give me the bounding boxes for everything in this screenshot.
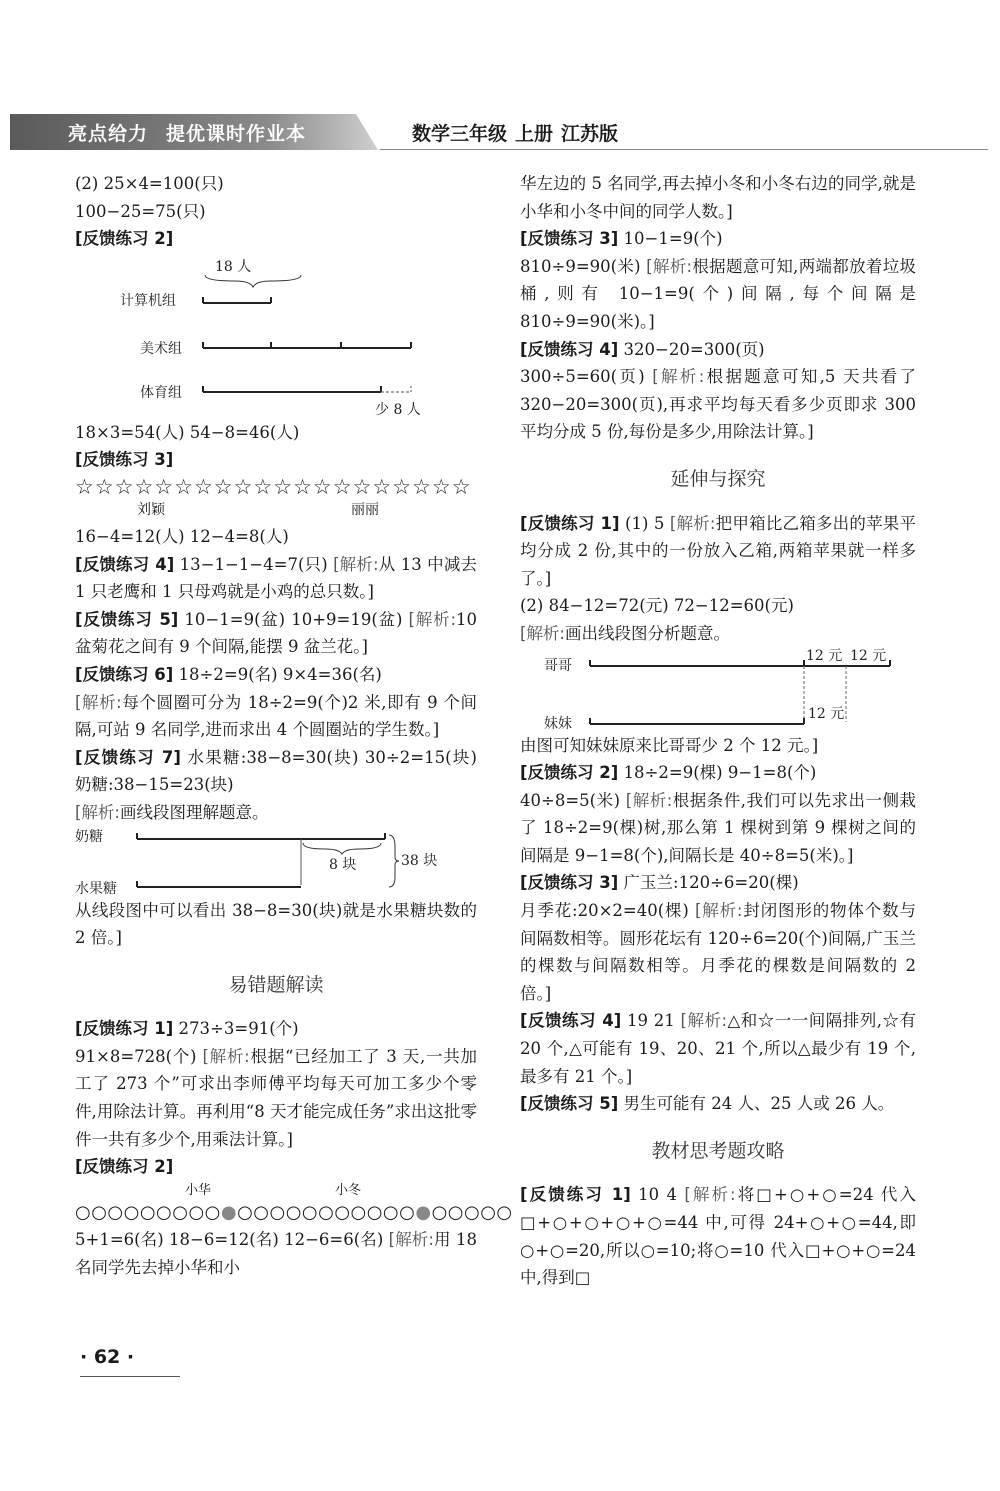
analysis-label: [解析: <box>408 609 456 629</box>
diagram-row-art: 美术组 <box>140 340 182 357</box>
analysis-text: 把甲箱比乙箱多出的苹果平均分成 2 份,其中的一份放入乙箱,两箱苹果就一样多了。] <box>520 513 917 588</box>
analysis-text: 10 盆菊花之间有 9 个间隔,能摆 9 盆兰花。] <box>75 609 477 657</box>
answer-line: 从线段图中可以看出 38−8=30(块)就是水果糖块数的 2 倍。] <box>75 900 477 948</box>
segment-diagram-groups <box>75 253 477 418</box>
analysis-label: [解析: <box>684 1185 736 1205</box>
analysis-label: [解析: <box>75 802 120 822</box>
diagram-label-12b: 12 元 <box>850 647 887 664</box>
answer-text: 273÷3=91(个) <box>173 1019 299 1039</box>
analysis-text: 从 13 中减去 1 只老鹰和 1 只母鸡就是小鸡的总只数。] <box>75 554 477 602</box>
answer-text: 男生可能有 24 人、25 人或 26 人。 <box>618 1094 895 1114</box>
answer-text: (1) 5 <box>619 513 670 533</box>
volume: 上册 <box>515 123 554 145</box>
analysis-label: [解析: <box>669 513 716 533</box>
analysis-label: [解析: <box>75 692 122 712</box>
analysis-text: 用 18 名同学先去掉小华和小 <box>75 1230 477 1278</box>
answer-text: 91×8=728(个) <box>75 1046 203 1066</box>
diagram-less-8: 少 8 人 <box>375 401 421 418</box>
diagram-row-brother: 哥哥 <box>544 657 572 674</box>
exercise-heading: [反馈练习 3] <box>520 229 619 249</box>
exercise-heading: [反馈练习 3] <box>75 450 174 470</box>
analysis-text: 画出线段图分析题意。 <box>565 623 730 643</box>
header-brand <box>68 119 306 146</box>
diagram-row-computer: 计算机组 <box>120 292 176 309</box>
answer-text: 5+1=6(名) 18−6=12(名) 12−6=6(名) <box>75 1230 389 1250</box>
answer-text: 19 21 <box>621 1011 681 1031</box>
exercise-7 <box>75 744 477 799</box>
diagram-row-fruit-candy: 水果糖 <box>75 880 117 897</box>
answer-text: 广玉兰:120÷6=20(棵) <box>618 873 799 893</box>
analysis-text: 根据题意可知,两端都放着垃圾桶,则有 10−1=9(个)间隔,每个间隔是 810÷9=90(米)。] <box>520 256 916 331</box>
analysis-text: 根据题意可知,5 天共看了 320−20=300(页),再求平均每天看多少页即求 300 平均分成 5 份,每份是多少,用除法计算。] <box>520 367 916 442</box>
page-number: · 62 · <box>80 1346 135 1368</box>
subject: 数学三年级 <box>412 123 508 145</box>
answer-text: 300÷5=60(页) <box>520 367 653 387</box>
header-rule <box>380 149 988 150</box>
answer-text: 40÷8=5(米) <box>520 790 626 810</box>
circle-row <box>75 1199 513 1227</box>
exercise-heading: [反馈练习 5] <box>520 1094 619 1114</box>
answer-text: 13−1−1−4=7(只) <box>174 554 334 574</box>
diagram-row-sister: 妹妹 <box>544 715 572 732</box>
answer-text: 810÷9=90(米) <box>520 256 647 276</box>
analysis-text: 根据条件,我们可以先求出一侧栽了 18÷2=9(棵)树,那么第 1 棵树到第 9 棵树之间的间隔是 9−1=8(个),间隔长是 40÷8=5(米)。] <box>520 790 916 865</box>
header-book-info <box>412 119 618 146</box>
answer-line: 华左边的 5 名同学,再去掉小冬和小冬右边的同学,就是小华和小冬中间的同学人数。] <box>520 174 916 221</box>
analysis-label: [解析: <box>520 623 565 643</box>
exercise-heading: [反馈练习 2] <box>75 1157 174 1177</box>
circles-group: ○○○○○○○○○ <box>75 1201 221 1223</box>
series-name: 提优课时作业本 <box>166 123 307 145</box>
analysis-text: △和☆一一间隔排列,☆有 20 个,△可能有 19、20、21 个,所以△最少有 19 个,最多有 21 个。] <box>520 1011 916 1086</box>
analysis-text: 画线段图理解题意。 <box>120 802 269 822</box>
marked-circle-xiaohua: ● <box>220 1201 238 1223</box>
exercise-heading: [反馈练习 5] <box>75 609 179 629</box>
answer-line: 由图可知妹妹原来比哥哥少 2 个 12 元。] <box>520 735 819 755</box>
mistake-exercise-1 <box>75 1015 477 1043</box>
exercise-heading: [反馈练习 3] <box>520 873 619 893</box>
right-column <box>520 170 916 1292</box>
exercise-heading: [反馈练习 6] <box>75 664 174 684</box>
exercise-heading: [反馈练习 7] <box>75 747 181 767</box>
page-header <box>10 106 978 152</box>
analysis-text: 封闭图形的物体个数与间隔数相等。圆形花坛有 120÷6=20(个)间隔,广玉兰的棵数与间隔数相等。月季花的棵数是间隔数的 2 倍。] <box>520 901 917 1003</box>
diagram-label-38: 38 块 <box>401 852 438 869</box>
brand-name: 亮点给力 <box>68 123 149 145</box>
answer-line: 18×3=54(人) 54−8=46(人) <box>75 422 300 442</box>
star-label-liuying: 刘颖 <box>137 501 165 518</box>
exercise-4 <box>75 551 477 606</box>
exercise-heading: [反馈练习 2] <box>520 763 619 783</box>
answer-text: 月季花:20×2=40(棵) <box>520 901 695 921</box>
analysis-label: [解析: <box>333 554 379 574</box>
circle-label-xiaohua: 小华 <box>185 1182 212 1198</box>
analysis-label: [解析: <box>646 256 693 276</box>
diagram-row-pe: 体育组 <box>140 384 182 401</box>
analysis-text: 每个圆圈可分为 18÷2=9(个)2 米,即有 9 个间隔,可站 9 名同学,进而求出 4 个圆圈站的学生数。] <box>75 692 477 740</box>
exercise-heading: [反馈练习 4] <box>520 339 619 359</box>
diagram-label-18: 18 人 <box>215 258 252 275</box>
exercise-heading: [反馈练习 1] <box>75 1019 174 1039</box>
circle-label-xiaodong: 小冬 <box>335 1182 362 1198</box>
answer-text: 18÷2=9(棵) 9−1=8(个) <box>618 763 817 783</box>
analysis-text: 将□+○+○=24 代入□+○+○+○+○=44 中,可得 24+○+○=44,即○+○=20,所以○=10;将○=10 代入□+○+○=24 中,得到□ <box>520 1185 916 1288</box>
exercise-5 <box>75 606 477 661</box>
star-label-lili: 丽丽 <box>351 501 379 518</box>
section-title-mistakes: 易错题解读 <box>228 973 324 996</box>
segment-diagram-candy <box>75 827 477 897</box>
answer-text: 水果糖:38−8=30(块) 30÷2=15(块) 奶糖:38−15=23(块) <box>75 747 477 795</box>
section-title-textbook: 教材思考题攻略 <box>651 1139 785 1162</box>
circles-group: ○○○○○ <box>431 1201 513 1223</box>
exercise-6 <box>75 661 477 689</box>
segment-diagram-siblings <box>520 648 916 732</box>
exercise-heading: [反馈练习 2] <box>75 229 174 249</box>
diagram-label-12a: 12 元 <box>806 647 843 664</box>
diagram-row-milk-candy: 奶糖 <box>75 828 103 845</box>
answer-line: 100−25=75(只) <box>75 201 206 221</box>
analysis-label: [解析: <box>388 1230 434 1250</box>
diagram-label-12c: 12 元 <box>808 705 845 722</box>
answer-line: (2) 25×4=100(只) <box>75 174 224 193</box>
section-title-extension: 延伸与探究 <box>670 467 766 490</box>
exercise-heading: [反馈练习 4] <box>75 554 175 574</box>
marked-circle-xiaodong: ● <box>415 1201 432 1223</box>
answer-line: (2) 84−12=72(元) 72−12=60(元) <box>520 596 794 616</box>
exercise-heading: [反馈练习 1] <box>520 513 620 533</box>
page-number-rule <box>80 1376 180 1377</box>
answer-text: 10 4 <box>630 1185 685 1205</box>
analysis-text: 根据“已经加工了 3 天,一共加工了 273 个”可求出李师傅平均每天可加工多少个零件,用除法计算。再利用“8 天才能完成任务”求出这批零件一共有多少个,用乘法计算。] <box>75 1046 478 1149</box>
analysis-label: [解析: <box>652 367 705 387</box>
analysis-label: [解析: <box>694 901 743 921</box>
circles-group: ○○○○○○○○○○○ <box>237 1201 416 1223</box>
answer-text: 320−20=300(页) <box>618 339 765 359</box>
exercise-heading: [反馈练习 1] <box>520 1185 631 1205</box>
analysis-label: [解析: <box>680 1011 728 1031</box>
left-column <box>75 170 513 1282</box>
answer-text: 10−1=9(盆) 10+9=19(盆) <box>178 609 409 629</box>
diagram-label-8: 8 块 <box>329 856 357 873</box>
star-row: ☆☆☆☆☆☆☆☆☆☆☆☆☆☆☆☆☆☆☆☆ <box>75 474 472 499</box>
exercise-heading: [反馈练习 4] <box>520 1011 622 1031</box>
answer-text: 10−1=9(个) <box>618 229 723 249</box>
answer-text: 18÷2=9(名) 9×4=36(名) <box>173 664 382 684</box>
analysis-label: [解析: <box>625 790 673 810</box>
analysis-label: [解析: <box>202 1046 250 1066</box>
answer-line: 16−4=12(人) 12−4=8(人) <box>75 526 289 546</box>
edition: 江苏版 <box>561 123 619 145</box>
